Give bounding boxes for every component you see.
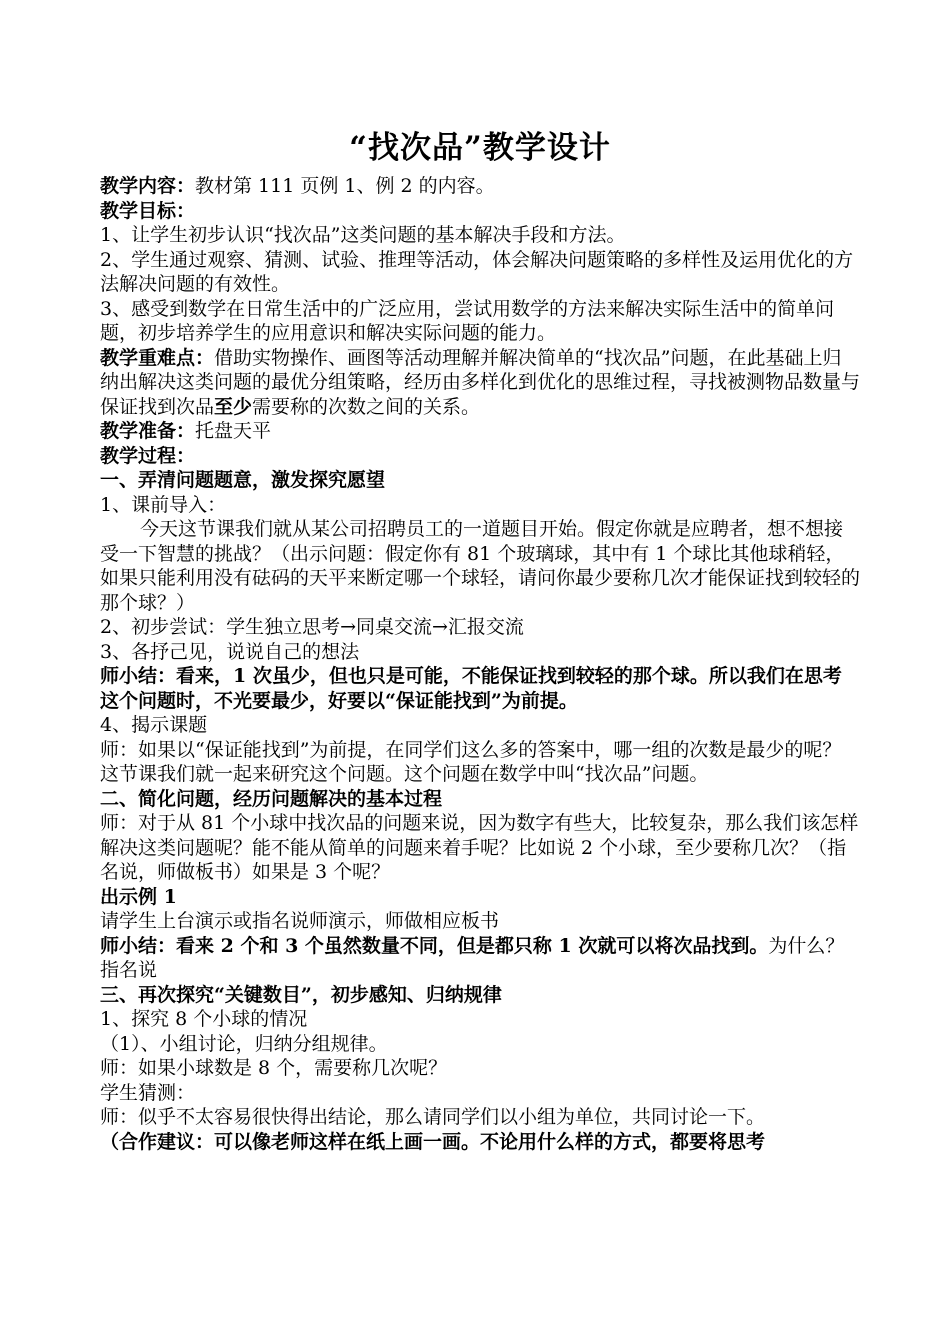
summary-2-rest: 为什么？ bbox=[768, 934, 845, 957]
section-3-heading: 三、再次探究“关键数目”，初步感知、归纳规律 bbox=[100, 983, 502, 1006]
key-label: 教学重难点： bbox=[100, 346, 215, 369]
document-page bbox=[100, 128, 860, 1154]
section-2-heading: 二、简化问题，经历问题解决的基本过程 bbox=[100, 787, 443, 810]
key-text-b: 需要称的次数之间的关系。 bbox=[252, 395, 481, 418]
cooperation-advice: （合作建议：可以像老师这样在纸上画一画。不论用什么样的方式，都要将思考 bbox=[100, 1130, 766, 1153]
goal-3: 3、感受到数学在日常生活中的广泛应用，尝试用数学的方法来解决实际生活中的简单问题，初步培养学生的应用意识和解决实际问题的能力。 bbox=[100, 297, 835, 344]
example-1-label: 出示例 1 bbox=[100, 885, 177, 908]
teaching-prep bbox=[100, 419, 860, 444]
step-1-3: 3、各抒己见，说说自己的想法 bbox=[100, 640, 360, 663]
step-1-1: 1、课前导入： bbox=[100, 493, 227, 516]
teacher-summary-2 bbox=[100, 934, 860, 959]
step-3-question: 师：如果小球数是 8 个，需要称几次呢？ bbox=[100, 1057, 448, 1079]
section-2-answer: 指名说 bbox=[100, 959, 158, 981]
key-text-a: 借助实物操作、画图等活动理解并解决简单的“找次品”问题，在此基础上归纳出解决这类问题的最优分组策略，经历由多样化到优化的思维过程，寻找被测物品数量与保证找到次品 bbox=[100, 346, 861, 418]
section-1-heading: 一、弄清问题题意，激发探究愿望 bbox=[100, 469, 386, 491]
goal-2: 2、学生通过观察、猜测、试验、推理等活动，体会解决问题策略的多样性及运用优化的方法解决问题的有效性。 bbox=[100, 248, 854, 295]
step-1-4: 4、揭示课题 bbox=[100, 714, 208, 736]
teaching-content bbox=[100, 174, 860, 199]
step-1-1-text: 今天这节课我们就从某公司招聘员工的一道题目开始。假定你就是应聘者，想不想接受一下智慧的挑战？（出示问题：假定你有 81 个玻璃球，其中有 1 个球比其他球稍轻，如果只能利用没有砝码的天平来断定哪一个球轻，请问你最少要称几次才能保证找到较轻的那个球？） bbox=[100, 518, 861, 614]
step-1-4-text: 师：如果以“保证能找到”为前提，在同学们这么多的答案中，哪一组的次数是最少的呢？这节课我们就一起来研究这个问题。这个问题在数学中叫“找次品”问题。 bbox=[100, 738, 842, 785]
section-2-text: 师：对于从 81 个小球中找次品的问题来说，因为数字有些大，比较复杂，那么我们该怎样解决这类问题呢？能不能从简单的问题来着手呢？比如说 2 个小球，至少要称几次？（指名说，师做板书）如果是 3 个呢？ bbox=[100, 812, 859, 883]
summary-2-bold: 师小结：看来 2 个和 3 个虽然数量不同，但是都只称 1 次就可以将次品找到。 bbox=[100, 934, 769, 957]
key-points bbox=[100, 346, 860, 420]
step-3-guess: 学生猜测： bbox=[100, 1081, 196, 1104]
key-bold: 至少 bbox=[214, 395, 253, 418]
content-label: 教学内容： bbox=[100, 175, 196, 197]
goal-1: 1、让学生初步认识“找次品”这类问题的基本解决手段和方法。 bbox=[100, 224, 626, 246]
goals-label: 教学目标： bbox=[100, 199, 196, 222]
step-3-1a: （1）、小组讨论，归纳分组规律。 bbox=[100, 1032, 388, 1055]
teacher-summary-1: 师小结：看来，1 次虽少，但也只是可能，不能保证找到较轻的那个球。所以我们在思考这个问题时，不光要最少，好要以“保证能找到”为前提。 bbox=[100, 665, 842, 712]
step-3-1: 1、探究 8 个小球的情况 bbox=[100, 1008, 308, 1030]
prep-text: 托盘天平 bbox=[195, 420, 272, 442]
document-title: “找次品”教学设计 bbox=[349, 130, 611, 166]
process-label: 教学过程： bbox=[100, 444, 196, 467]
prep-label: 教学准备： bbox=[100, 420, 196, 442]
step-3-text: 师：似乎不太容易很快得出结论，那么请同学们以小组为单位，共同讨论一下。 bbox=[100, 1106, 766, 1128]
content-text: 教材第 111 页例 1、例 2 的内容。 bbox=[195, 175, 495, 197]
section-2-demo: 请学生上台演示或指名说师演示，师做相应板书 bbox=[100, 910, 500, 932]
step-1-2: 2、初步尝试：学生独立思考→同桌交流→汇报交流 bbox=[100, 616, 524, 638]
